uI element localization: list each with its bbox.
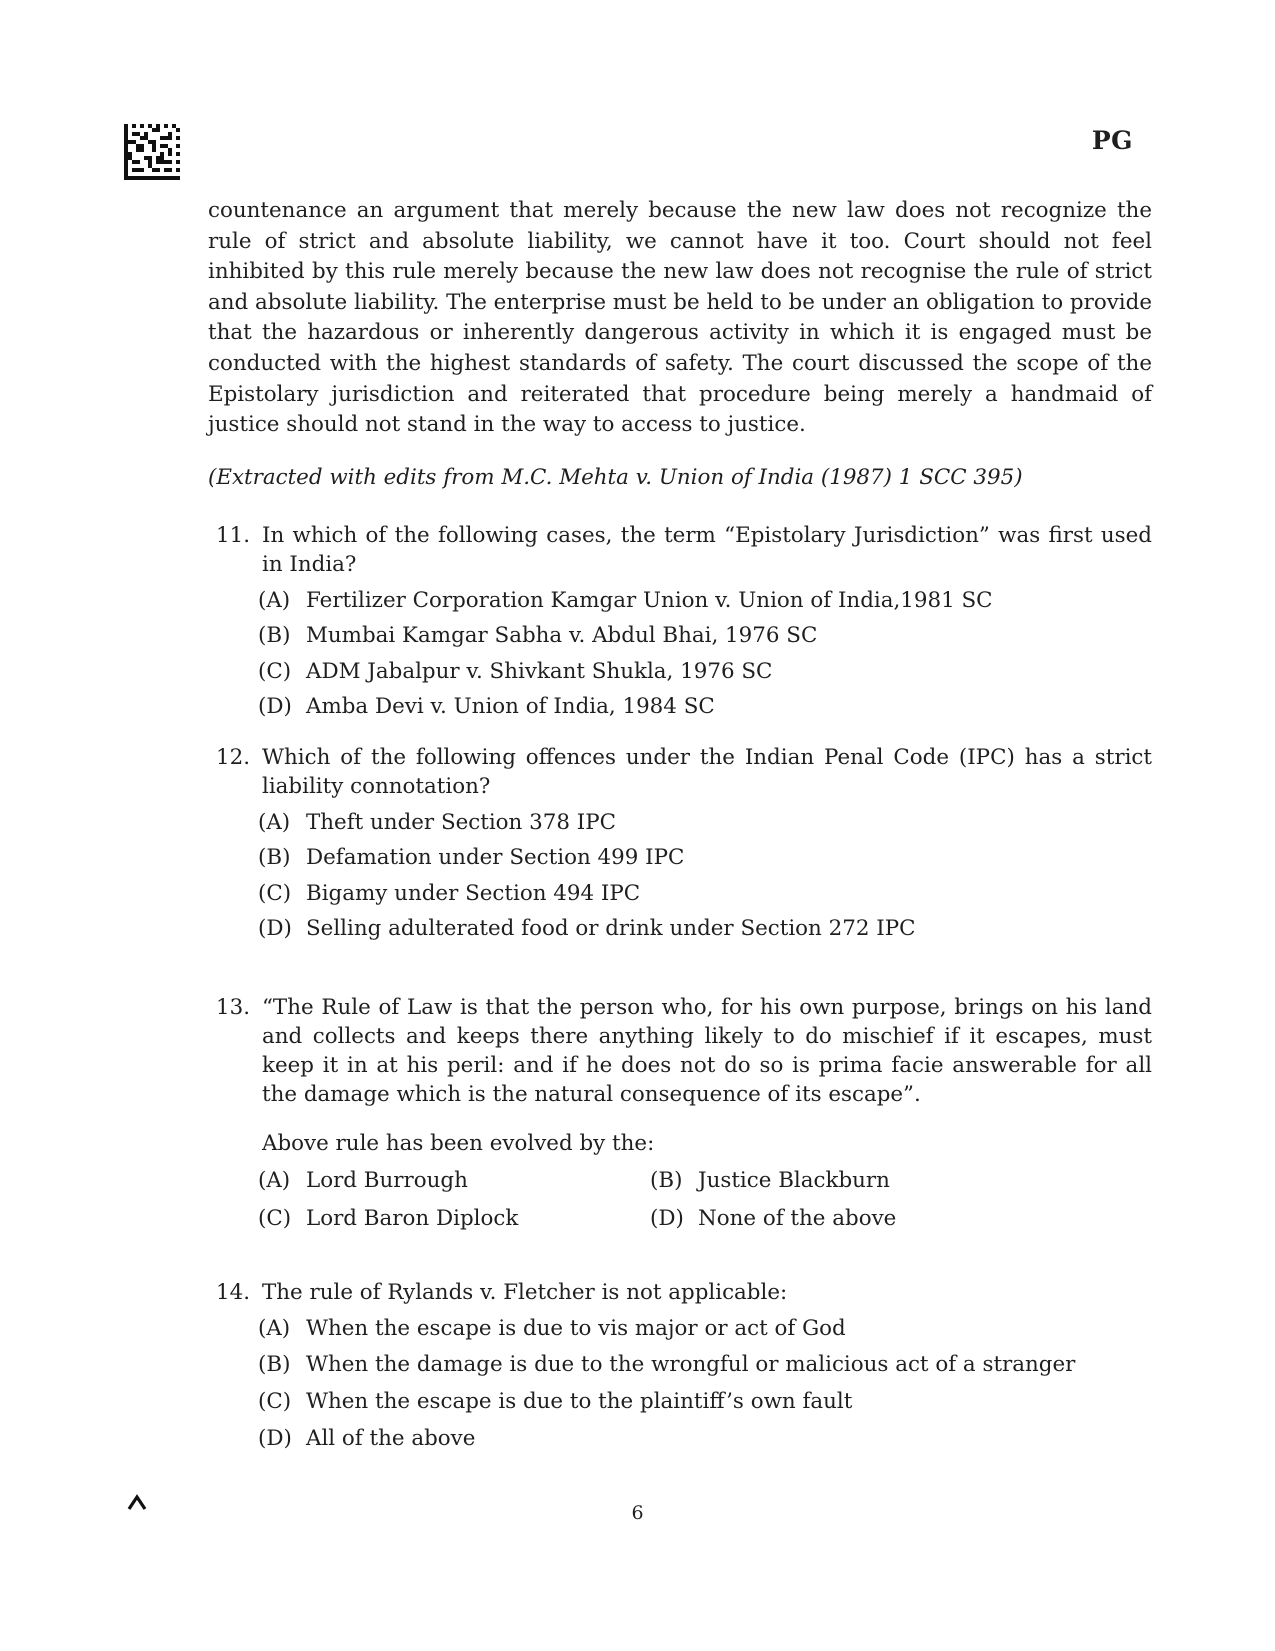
option-label: (C) — [258, 880, 292, 906]
option-b — [258, 618, 1152, 654]
option-list — [258, 583, 1152, 725]
option-text: Selling adulterated food or drink under Section 272 IPC — [306, 916, 916, 942]
option-a — [258, 805, 1152, 841]
option-label: (B) — [258, 845, 291, 871]
option-d — [650, 1200, 1050, 1238]
page-number: 6 — [631, 1502, 644, 1524]
option-label: (B) — [258, 1352, 291, 1378]
option-text: Theft under Section 378 IPC — [306, 809, 616, 835]
option-list — [258, 1311, 1152, 1457]
option-label: (D) — [650, 1205, 684, 1231]
option-label: (D) — [258, 916, 292, 942]
option-label: (D) — [258, 694, 292, 720]
page-content — [208, 196, 1152, 1457]
option-b — [650, 1162, 1050, 1200]
option-b — [258, 1347, 1152, 1384]
datamatrix-barcode-icon — [124, 124, 180, 180]
option-text: None of the above — [698, 1205, 897, 1231]
option-text: Bigamy under Section 494 IPC — [306, 880, 641, 906]
option-c — [258, 1384, 1152, 1421]
question-number: 11. — [216, 522, 251, 548]
option-c — [258, 654, 1152, 690]
question-14 — [208, 1278, 1152, 1457]
option-text: Fertilizer Corporation Kamgar Union v. Union of India,1981 SC — [306, 587, 993, 613]
option-label: (A) — [258, 587, 291, 613]
option-label: (C) — [258, 1388, 292, 1414]
option-c — [258, 876, 1152, 912]
option-text: Mumbai Kamgar Sabha v. Abdul Bhai, 1976 SC — [306, 623, 818, 649]
option-text: ADM Jabalpur v. Shivkant Shukla, 1976 SC — [306, 658, 773, 684]
citation: (Extracted with edits from M.C. Mehta v. Union of India (1987) 1 SCC 395) — [208, 464, 1023, 490]
option-text: Amba Devi v. Union of India, 1984 SC — [306, 694, 715, 720]
question-text: The rule of Rylands v. Fletcher is not applicable: — [262, 1279, 788, 1305]
option-c — [258, 1200, 650, 1238]
question-12 — [208, 743, 1152, 947]
option-text: When the escape is due to vis major or act of God — [306, 1315, 846, 1341]
option-a — [258, 1162, 650, 1200]
option-label: (B) — [650, 1167, 683, 1193]
question-number: 12. — [216, 744, 251, 770]
paper-code: PG — [1091, 126, 1133, 155]
option-text: Defamation under Section 499 IPC — [306, 845, 685, 871]
question-text: Which of the following offences under the Indian Penal Code (IPC) has a strict liability connotation? — [262, 744, 1152, 799]
question-number: 13. — [216, 994, 251, 1020]
option-label: (C) — [258, 1205, 292, 1231]
option-label: (A) — [258, 1167, 291, 1193]
option-grid — [258, 1162, 1152, 1238]
option-text: When the escape is due to the plaintiff’s own fault — [306, 1388, 853, 1414]
question-text: In which of the following cases, the term “Epistolary Jurisdiction” was first used in India? — [262, 522, 1152, 577]
question-number: 14. — [216, 1279, 251, 1305]
option-text: Lord Burrough — [306, 1167, 468, 1193]
question-13 — [208, 993, 1152, 1238]
option-text: When the damage is due to the wrongful or malicious act of a stranger — [306, 1352, 1076, 1378]
option-d — [258, 1421, 1152, 1458]
option-a — [258, 583, 1152, 619]
option-label: (B) — [258, 623, 291, 649]
option-text: Justice Blackburn — [698, 1167, 890, 1193]
passage-text: countenance an argument that merely because the new law does not recognize the rule of strict and absolute liability, we cannot have it too. Court should not feel inhibited by this rule merely because the new law does not recognise the rule of strict and absolute liability. The enterprise must be held to be under an obligation to provide that the hazardous or inherently dangerous activity in which it is engaged must be conducted with the highest standards of safety. The court discussed the scope of the Epistolary jurisdiction and reiterated that procedure being merely a handmaid of justice should not stand in the way to access to justice. — [208, 198, 1152, 438]
question-subtext: Above rule has been evolved by the: — [262, 1130, 655, 1156]
question-11 — [208, 521, 1152, 725]
option-list — [258, 805, 1152, 947]
option-label: (C) — [258, 658, 292, 684]
option-text: Lord Baron Diplock — [306, 1205, 519, 1231]
option-text: All of the above — [306, 1425, 476, 1451]
option-a — [258, 1311, 1152, 1348]
question-list — [208, 521, 1152, 1457]
option-d — [258, 911, 1152, 947]
option-label: (A) — [258, 809, 291, 835]
option-d — [258, 689, 1152, 725]
option-b — [258, 840, 1152, 876]
question-text: “The Rule of Law is that the person who, for his own purpose, brings on his land and collects and keeps there anything likely to do mischief if it escapes, must keep it in at his peril: and if he does not do so is prima facie answerable for all the damage which is the natural consequence of its escape”. — [262, 994, 1152, 1107]
option-label: (A) — [258, 1315, 291, 1341]
option-label: (D) — [258, 1425, 292, 1451]
